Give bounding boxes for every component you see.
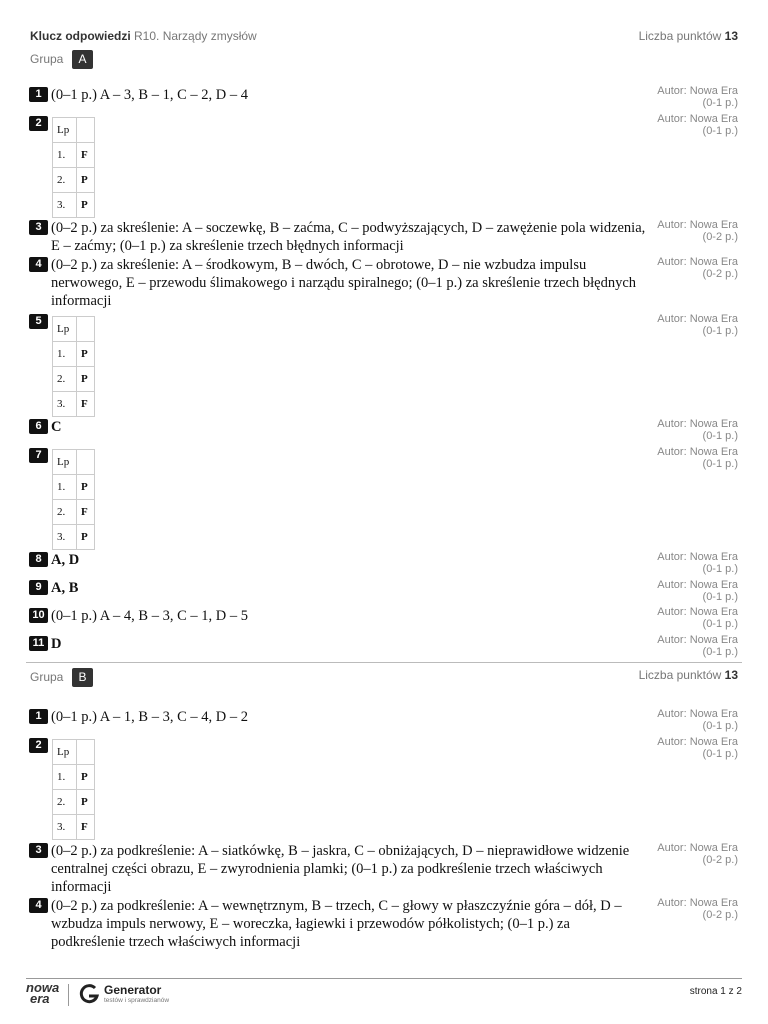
question-number: 9	[29, 580, 48, 595]
question-number: 3	[29, 220, 48, 235]
true-false-table: Lp 1. P 2. F 3. P	[52, 449, 95, 550]
question-5	[29, 313, 629, 413]
group-b-points: Liczba punktów 13	[638, 668, 738, 682]
logo-separator	[68, 984, 69, 1006]
generator-logo-text: Generator	[104, 983, 162, 997]
group-b-badge: B	[72, 668, 93, 687]
true-false-table: Lp 1. P 2. P 3. F	[52, 316, 95, 417]
answer-text: (0–2 p.) za skreślenie: A – środkowym, B – dwóch, C – obrotowe, D – nie wzbudza impulsu nerwowego, E – przewodu ślimakowego i narządu spiralnego; (0–1 p.) za skreślenie trzech błędnych informacji	[51, 257, 637, 309]
table-row: 3. F	[53, 392, 95, 417]
question-number: 3	[29, 843, 48, 858]
author-info: Autor: Nowa Era (0-1 p.)	[657, 418, 738, 442]
answer-text: A, B	[51, 580, 79, 596]
table-row: 3. P	[53, 525, 95, 550]
total-points: Liczba punktów 13	[638, 29, 738, 43]
answer-text: (0–2 p.) za podkreślenie: A – siatkówkę, B – jaskra, C – obniżających, D – nieprawidłowe widzenie centralnej części obrazu, E – zwyrodnienia plamki; (0–1 p.) za podkreślenie trzech właściwych informacji	[51, 843, 630, 895]
question-2	[29, 115, 629, 215]
answer-text: A, D	[51, 552, 80, 568]
question-7	[29, 447, 629, 547]
author-info: Autor: Nowa Era (0-2 p.)	[657, 842, 738, 866]
answer-text: (0–1 p.) A – 4, B – 3, C – 1, D – 5	[51, 608, 248, 624]
document-header	[30, 29, 738, 45]
author-info: Autor: Nowa Era (0-1 p.)	[657, 736, 738, 760]
group-a-badge: A	[72, 50, 93, 69]
table-row: 2. P	[53, 790, 95, 815]
table-row: 1. F	[53, 143, 95, 168]
author-info: Autor: Nowa Era (0-1 p.)	[657, 551, 738, 575]
author-info: Autor: Nowa Era (0-1 p.)	[657, 85, 738, 109]
document-title: Klucz odpowiedzi R10. Narządy zmysłów	[30, 29, 257, 43]
question-number: 2	[29, 116, 48, 131]
table-row: 2. P	[53, 367, 95, 392]
author-info: Autor: Nowa Era (0-2 p.)	[657, 256, 738, 280]
question-number: 1	[29, 709, 48, 724]
table-row: 1. P	[53, 475, 95, 500]
table-row: 3. P	[53, 193, 95, 218]
generator-logo-subtitle: testów i sprawdzianów	[104, 997, 170, 1004]
table-row: 1. P	[53, 765, 95, 790]
answer-text: D	[51, 636, 62, 652]
question-number: 10	[29, 608, 48, 623]
answer-text: C	[51, 419, 62, 435]
author-info: Autor: Nowa Era (0-1 p.)	[657, 579, 738, 603]
question-number: 11	[29, 636, 48, 651]
author-info: Autor: Nowa Era (0-1 p.)	[657, 606, 738, 630]
question-number: 2	[29, 738, 48, 753]
table-row: 1. P	[53, 342, 95, 367]
nowa-era-logo: nowa era	[26, 980, 60, 1006]
page-number: strona 1 z 2	[689, 986, 742, 997]
answer-text: (0–1 p.) A – 3, B – 1, C – 2, D – 4	[51, 87, 248, 103]
author-info: Autor: Nowa Era (0-1 p.)	[657, 446, 738, 470]
question-number: 8	[29, 552, 48, 567]
question-number: 6	[29, 419, 48, 434]
author-info: Autor: Nowa Era (0-1 p.)	[657, 634, 738, 658]
answer-text: (0–1 p.) A – 1, B – 3, C – 4, D – 2	[51, 709, 248, 725]
table-row: 2. F	[53, 500, 95, 525]
generator-g-icon	[78, 983, 100, 1005]
author-info: Autor: Nowa Era (0-1 p.)	[657, 313, 738, 337]
true-false-table: Lp 1. P 2. P 3. F	[52, 739, 95, 840]
table-row: 2. P	[53, 168, 95, 193]
group-divider	[26, 662, 742, 663]
question-2	[29, 737, 629, 837]
question-number: 4	[29, 898, 48, 913]
answer-text: (0–2 p.) za podkreślenie: A – wewnętrznym, B – trzech, C – głowy w płaszczyźnie góra – dół, D – wzbudza impuls nerwowy, E – woreczka, łagiewki i przewodów półkolistych; (0–1 p.) za podkreślenie trzech właściwych informacji	[51, 898, 622, 950]
question-number: 1	[29, 87, 48, 102]
author-info: Autor: Nowa Era (0-2 p.)	[657, 897, 738, 921]
true-false-table: Lp 1. F 2. P 3. P	[52, 117, 95, 218]
table-row: 3. F	[53, 815, 95, 840]
question-number: 4	[29, 257, 48, 272]
author-info: Autor: Nowa Era (0-2 p.)	[657, 219, 738, 243]
footer-divider	[26, 978, 742, 979]
author-info: Autor: Nowa Era (0-1 p.)	[657, 708, 738, 732]
question-number: 7	[29, 448, 48, 463]
question-number: 5	[29, 314, 48, 329]
author-info: Autor: Nowa Era (0-1 p.)	[657, 113, 738, 137]
answer-text: (0–2 p.) za skreślenie: A – soczewkę, B – zaćma, C – podwyższających, D – zawężenie pola widzenia, E – zaćmy; (0–1 p.) za skreślenie trzech błędnych informacji	[51, 220, 646, 254]
